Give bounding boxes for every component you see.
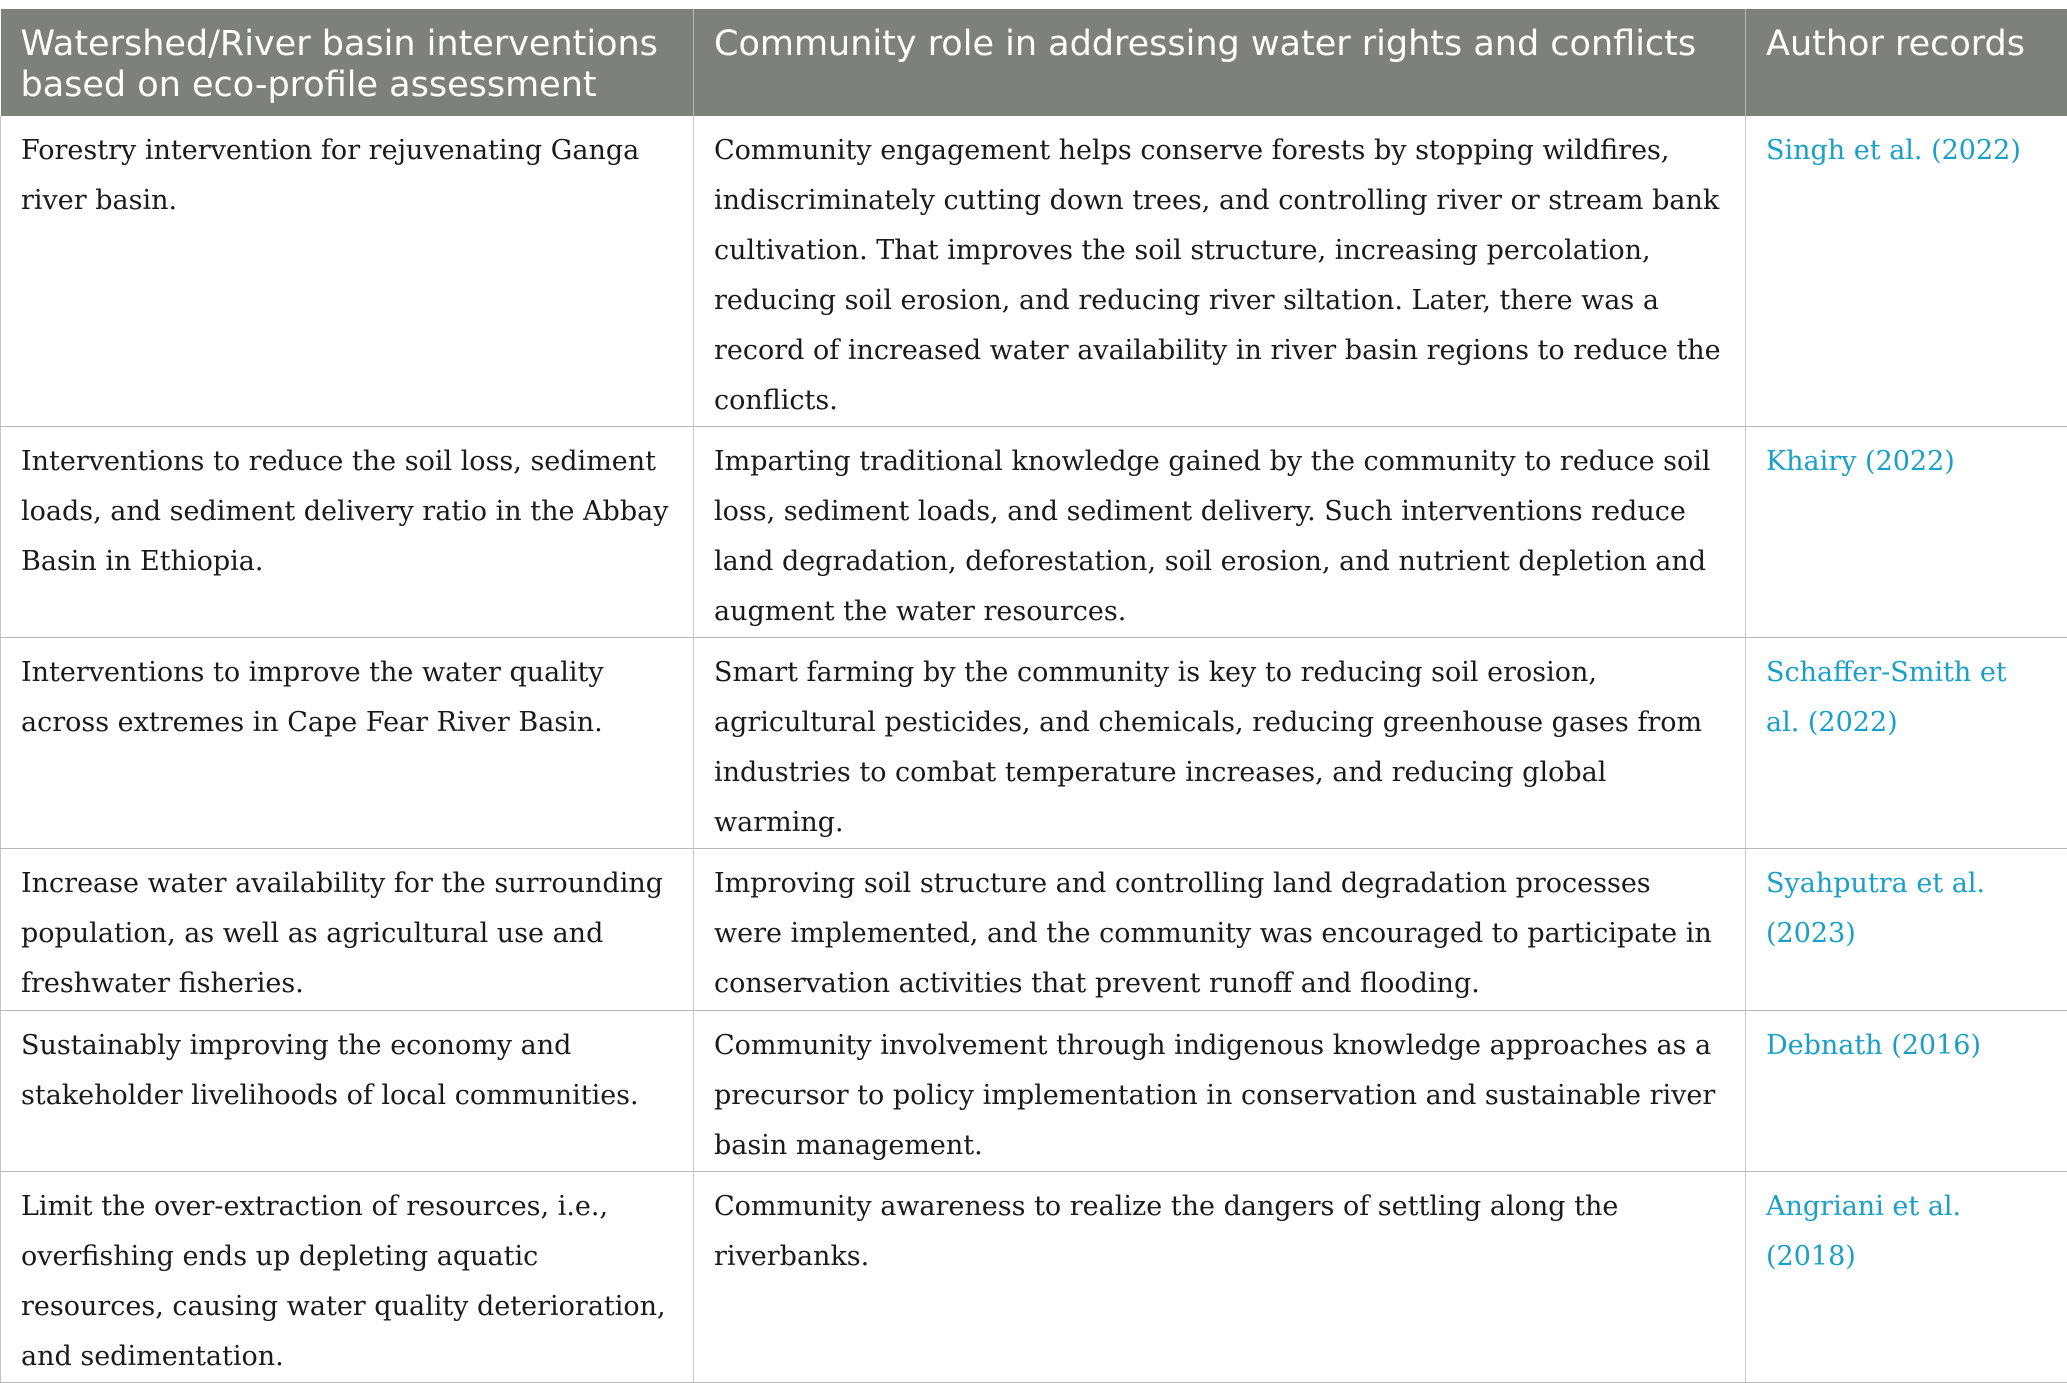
intervention-cell: Forestry intervention for rejuvenating Ganga river basin.	[1, 116, 694, 427]
table-row	[1, 1172, 2067, 1383]
author-link[interactable]: Singh et al. (2022)	[1746, 116, 2067, 427]
community-role-cell: Improving soil structure and controlling land degradation processes were implemented, and the community was encouraged to participate in conservation activities that prevent runoff and flooding.	[694, 849, 1746, 1011]
community-role-cell: Imparting traditional knowledge gained by the community to reduce soil loss, sediment loads, and sediment delivery. Such interventions reduce land degradation, deforestation, soil erosion, and nutrient depletion and augment the water resources.	[694, 427, 1746, 638]
author-link[interactable]: Syahputra et al. (2023)	[1746, 849, 2067, 1011]
interventions-table	[0, 9, 2067, 1383]
intervention-cell: Sustainably improving the economy and stakeholder livelihoods of local communities.	[1, 1011, 694, 1172]
table-row	[1, 427, 2067, 638]
author-link[interactable]: Angriani et al. (2018)	[1746, 1172, 2067, 1383]
table-row	[1, 116, 2067, 427]
header-interventions: Watershed/River basin interventions based on eco-profile assessment	[1, 9, 694, 116]
community-role-cell: Smart farming by the community is key to reducing soil erosion, agricultural pesticides, and chemicals, reducing greenhouse gases from industries to combat temperature increases, and reducing global warming.	[694, 638, 1746, 849]
header-community-role: Community role in addressing water rights and conflicts	[694, 9, 1746, 116]
author-link[interactable]: Schaffer-Smith et al. (2022)	[1746, 638, 2067, 849]
header-author-records: Author records	[1746, 9, 2067, 116]
author-link[interactable]: Khairy (2022)	[1746, 427, 2067, 638]
community-role-cell: Community awareness to realize the dangers of settling along the riverbanks.	[694, 1172, 1746, 1383]
intervention-cell: Interventions to reduce the soil loss, sediment loads, and sediment delivery ratio in the Abbay Basin in Ethiopia.	[1, 427, 694, 638]
table-container	[0, 9, 2067, 1383]
community-role-cell: Community involvement through indigenous knowledge approaches as a precursor to policy implementation in conservation and sustainable river basin management.	[694, 1011, 1746, 1172]
intervention-cell: Limit the over-extraction of resources, i.e., overfishing ends up depleting aquatic resources, causing water quality deterioration, and sedimentation.	[1, 1172, 694, 1383]
author-link[interactable]: Debnath (2016)	[1746, 1011, 2067, 1172]
table-header	[1, 9, 2067, 116]
intervention-cell: Increase water availability for the surrounding population, as well as agricultural use and freshwater fisheries.	[1, 849, 694, 1011]
header-row	[1, 9, 2067, 116]
intervention-cell: Interventions to improve the water quality across extremes in Cape Fear River Basin.	[1, 638, 694, 849]
table-body	[1, 116, 2067, 1383]
table-row	[1, 849, 2067, 1011]
community-role-cell: Community engagement helps conserve forests by stopping wildfires, indiscriminately cutting down trees, and controlling river or stream bank cultivation. That improves the soil structure, increasing percolation, reducing soil erosion, and reducing river siltation. Later, there was a record of increased water availability in river basin regions to reduce the conflicts.	[694, 116, 1746, 427]
table-row	[1, 1011, 2067, 1172]
table-row	[1, 638, 2067, 849]
